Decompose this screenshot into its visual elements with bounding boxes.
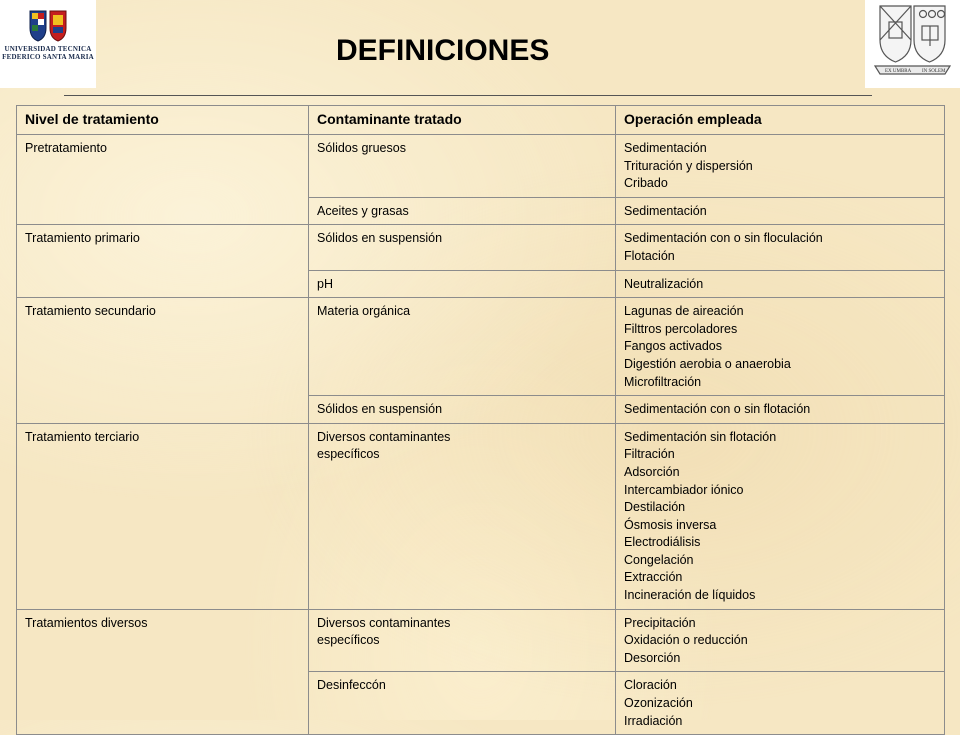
table-row: [17, 423, 945, 609]
column-header-contaminant: Contaminante tratado: [309, 106, 616, 135]
contaminant-cell: [309, 609, 616, 672]
column-header-operation: Operación empleada: [616, 106, 945, 135]
operation-item: Trituración y dispersión: [624, 158, 753, 173]
contaminant-text: específicos: [317, 447, 380, 462]
operation-item: Ozonización: [624, 696, 693, 711]
university-shields-icon: [29, 10, 67, 42]
operation-item: Destilación: [624, 500, 686, 515]
operation-item: Sedimentación: [624, 203, 707, 218]
table-header-row: [17, 106, 945, 135]
contaminant-text: Aceites y grasas: [317, 203, 409, 218]
contaminant-text: Sólidos en suspensión: [317, 402, 443, 417]
treatment-level-cell: [17, 135, 309, 225]
operation-item: Oxidación o reducción: [624, 633, 748, 648]
operation-cell: [616, 197, 945, 225]
crest-icon: [865, 0, 960, 88]
contaminant-cell: [309, 672, 616, 735]
operation-cell: [616, 135, 945, 198]
treatment-level-text: Tratamiento secundario: [25, 304, 156, 319]
university-name-line2: FEDERICO SANTA MARIA: [2, 53, 94, 61]
operation-item: Sedimentación: [624, 141, 707, 155]
operation-item: Neutralización: [624, 276, 704, 291]
contaminant-text: Sólidos gruesos: [317, 141, 406, 155]
table-row: [17, 609, 945, 672]
contaminant-text: Desinfeccón: [317, 678, 386, 693]
contaminant-cell: [309, 197, 616, 225]
operation-item: Digestión aerobia o anaerobia: [624, 356, 791, 371]
operation-item: Irradiación: [624, 713, 683, 728]
operation-item: Ósmosis inversa: [624, 517, 717, 532]
contaminant-text: Diversos contaminantes: [317, 429, 451, 444]
operation-item: Cloración: [624, 678, 677, 693]
contaminant-cell: [309, 225, 616, 270]
treatment-level-cell: [17, 225, 309, 298]
contaminant-cell: [309, 298, 616, 396]
table-body: [17, 135, 945, 735]
table-row: [17, 298, 945, 396]
treatment-level-cell: [17, 298, 309, 424]
operation-cell: [616, 672, 945, 735]
operation-cell: [616, 270, 945, 298]
operation-item: Sedimentación con o sin floculación: [624, 231, 823, 246]
operation-item: Filtración: [624, 447, 675, 462]
contaminant-text: Sólidos en suspensión: [317, 231, 443, 246]
operation-item: Sedimentación con o sin flotación: [624, 402, 811, 417]
contaminant-cell: [309, 270, 616, 298]
operation-item: Intercambiador iónico: [624, 482, 744, 497]
operation-item: Congelación: [624, 552, 694, 567]
treatment-level-text: Pretratamiento: [25, 141, 107, 155]
table-row: [17, 135, 945, 198]
treatment-level-cell: [17, 609, 309, 735]
contaminant-cell: [309, 423, 616, 609]
contaminant-text: pH: [317, 276, 333, 291]
page-title: DEFINICIONES: [336, 34, 550, 67]
crest-motto-right: IN SOLEM: [922, 69, 946, 74]
crest-logo: [865, 0, 960, 88]
contaminant-text: Diversos contaminantes: [317, 615, 451, 630]
university-logo: [0, 0, 96, 88]
table-row: [17, 225, 945, 270]
operation-item: Lagunas de aireación: [624, 304, 744, 319]
contaminant-text: específicos: [317, 633, 380, 648]
column-header-level: Nivel de tratamiento: [17, 106, 309, 135]
operation-item: Adsorción: [624, 464, 680, 479]
contaminant-cell: [309, 135, 616, 198]
contaminant-text: Materia orgánica: [317, 304, 411, 319]
operation-cell: [616, 298, 945, 396]
operation-item: Flotación: [624, 248, 675, 263]
treatment-level-cell: [17, 423, 309, 609]
operation-item: Precipitación: [624, 615, 696, 630]
operation-item: Fangos activados: [624, 339, 722, 354]
operation-item: Microfiltración: [624, 374, 702, 389]
operation-item: Cribado: [624, 176, 668, 191]
operation-item: Filttros percoladores: [624, 321, 738, 336]
operation-cell: [616, 609, 945, 672]
treatment-level-text: Tratamientos diversos: [25, 615, 148, 630]
operation-cell: [616, 225, 945, 270]
operation-item: Electrodiálisis: [624, 535, 701, 550]
operation-item: Sedimentación sin flotación: [624, 429, 777, 444]
operation-item: Desorción: [624, 650, 681, 665]
operation-cell: [616, 423, 945, 609]
crest-motto-left: EX UMBRA: [885, 69, 912, 74]
treatment-level-text: Tratamiento primario: [25, 231, 140, 246]
operation-item: Incineración de líquidos: [624, 588, 756, 603]
university-name-line1: UNIVERSIDAD TECNICA: [4, 45, 92, 53]
operation-item: Extracción: [624, 570, 683, 585]
treatment-level-text: Tratamiento terciario: [25, 429, 140, 444]
operation-cell: [616, 396, 945, 424]
title-divider: [64, 95, 872, 96]
contaminant-cell: [309, 396, 616, 424]
treatment-definitions-table: [16, 105, 945, 735]
